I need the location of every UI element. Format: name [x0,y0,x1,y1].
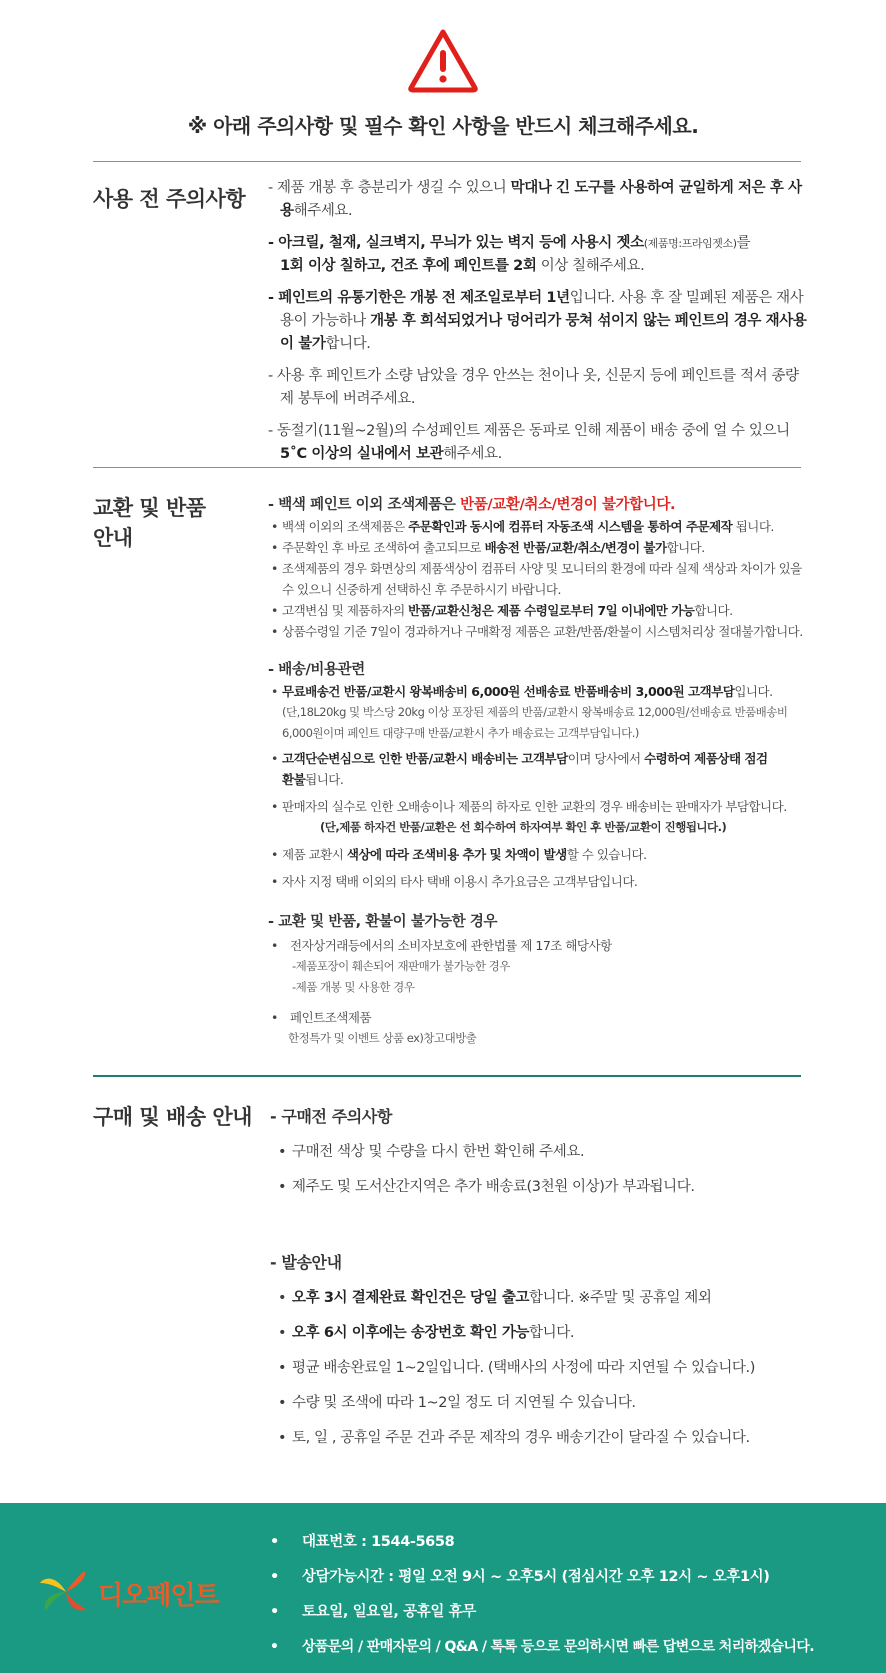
precaution-item: - 사용 후 페인트가 소량 남았을 경우 안쓰는 천이나 옷, 신문지 등에 페인트를 적셔 종량제 봉투에 버려주세요. [268,368,799,407]
footer-hours: • 상담가능시간 : 평일 오전 9시 ~ 오후5시 (점심시간 오후 12시 ~ 오후1시) [270,1560,870,1595]
text-bold: 반품/교환신청은 제품 수령일로부터 7일 이내에만 가능 [408,603,695,618]
exchange-content [268,493,808,1049]
section-title-precautions: 사용 전 주의사항 [93,187,246,211]
list-item: • 토, 일 , 공휴일 주문 건과 주문 제작의 경우 배송기간이 달라질 수 있습니다. [270,1427,810,1449]
list-item: • 상품수령일 기준 7일이 경과하거나 구매확정 제품은 교환/반품/환불이 시스템처리상 절대불가합니다. [268,621,808,642]
logo-text: 디오페인트 [98,1581,219,1611]
title-line: 교환 및 반품 [93,496,206,520]
text-bold: 무료배송건 반품/교환시 왕복배송비 6,000원 선배송료 반품배송비 3,000원 고객부담 [282,684,735,699]
title-line: 안내 [93,526,133,550]
text: 합니다. [694,603,733,618]
text-bold: 수령하여 제품상태 점검 [644,751,768,766]
text: - 제품 개봉 후 층분리가 생길 수 있으니 [268,180,511,196]
divider [93,1075,801,1077]
text-bold: 개봉 후 희석되었거나 덩어리가 뭉쳐 섞이지 않는 페인트의 경우 재사용이 불가 [280,313,807,352]
list-item [268,600,808,621]
text: 합니다. [325,336,371,352]
text-bold: 1회 이상 칠하고, 건조 후에 페인트를 2회 [280,258,537,274]
text: - 동절기(11월~2월)의 수성페인트 제품은 동파로 인해 제품이 배송 중에 얼 수 있으니 [268,423,790,439]
precaution-item [268,232,808,278]
precautions-content [268,177,808,475]
text-bold: 막대나 긴 도구를 사용하여 균일하게 저은 후 사용 [280,180,802,219]
precaution-item [268,287,808,356]
footer-inquiry: • 상품문의 / 판매자문의 / Q&A / 톡톡 등으로 문의하시면 빠른 답변으로 처리하겠습니다. [270,1630,870,1665]
precaution-item [268,177,808,223]
text-bold: 주문확인과 동시에 컴퓨터 자동조색 시스템을 통하여 주문제작 [408,519,733,534]
list-item [268,516,808,537]
subheading: - 구매전 주의사항 [270,1107,392,1126]
list-item [268,537,808,558]
text: 제품 교환시 [282,847,347,862]
note: (단,제품 하자건 반품/교환은 선 회수하여 하자여부 확인 후 반품/교환이 진행됩니다.) [320,820,727,834]
text: 할 수 있습니다. [566,847,647,862]
text: - 백색 페인트 이외 조색제품은 [268,497,461,513]
list-item [268,844,808,865]
warning-icon-wrap [0,28,886,98]
text-bold: 고객단순변심으로 인한 반품/교환시 배송비는 고객부담 [282,751,568,766]
text-bold: 환불 [282,772,306,787]
text-small: (제품명:프라임젯소) [643,237,737,250]
text-red: 반품/교환/취소/변경이 불가합니다. [460,497,676,513]
subheading: - 배송/비용관련 [268,662,365,678]
section-title-exchange [93,493,206,553]
text: 이며 당사에서 [567,751,645,766]
text-bold: 5˚C 이상의 실내에서 보관 [280,446,444,462]
list-item: • 평균 배송완료일 1~2일입니다. (택배사의 사정에 따라 지연될 수 있습니다.) [270,1357,810,1379]
note: -제품포장이 훼손되어 재판매가 불가능한 경우 [292,959,510,973]
note: 6,000원이며 페인트 대량구매 반품/교환시 추가 배송료는 고객부담입니다.) [282,726,639,740]
list-item: • 판매자의 실수로 인한 오배송이나 제품의 하자로 인한 교환의 경우 배송비는 판매자가 부담합니다. [268,796,808,817]
notice-headline: ※ 아래 주의사항 및 필수 확인 사항을 반드시 체크해주세요. [187,114,699,138]
text-bold: 오후 3시 결제완료 확인건은 당일 출고 [292,1290,530,1306]
text: 해주세요. [293,203,353,219]
list-item: • 전자상거래등에서의 소비자보호에 관한법률 제 17조 해당사항 [268,935,808,956]
text-bold: - 아크릴, 철재, 실크벽지, 무늬가 있는 벽지 등에 사용시 젯소 [268,235,644,251]
list-item [268,681,808,702]
list-item [268,748,808,790]
list-item: • 수량 및 조색에 따라 1~2일 정도 더 지연될 수 있습니다. [270,1392,810,1414]
divider [93,161,801,162]
footer-info-list [270,1525,870,1665]
list-item [270,1322,810,1344]
list-item: • 자사 지정 택배 이외의 타사 택배 이용시 추가요금은 고객부담입니다. [268,871,808,892]
footer-holiday: • 토요일, 일요일, 공휴일 휴무 [270,1595,870,1630]
precaution-item [268,420,808,466]
text: 입니다. [734,684,773,699]
text: 됩니다. [305,772,344,787]
text: 합니다. ※주말 및 공휴일 제외 [529,1290,712,1306]
section-title-purchase: 구매 및 배송 안내 [93,1105,252,1129]
text: 해주세요. [443,446,502,462]
text: 이상 칠해주세요. [536,258,645,274]
purchase-content [270,1104,810,1449]
list-item: • 페인트조색제품 [268,1007,808,1028]
text-bold: 오후 6시 이후에는 송장번호 확인 가능 [292,1325,530,1341]
text: 입니다. 사용 후 잘 밀폐된 제품은 재사용이 가능하나 [280,290,804,329]
note: 한정특가 및 이벤트 상품 ex)창고대방출 [288,1031,477,1045]
warning-triangle-icon [407,28,479,94]
text: 됩니다. [732,519,774,534]
brand-logo [38,1569,248,1615]
note: -제품 개봉 및 사용한 경우 [292,980,415,994]
text-bold: - 페인트의 유통기한은 개봉 전 제조일로부터 1년 [268,290,570,306]
note: (단,18L20kg 및 박스당 20kg 이상 포장된 제품의 반품/교환시 왕복배송료 12,000원/선배송료 반품배송비 [282,705,788,719]
footer [0,1503,886,1673]
list-item [270,1287,810,1309]
footer-phone: • 대표번호 : 1544-5658 [270,1525,870,1560]
text: 합니다. [666,540,705,555]
text-bold: 색상에 따라 조색비용 추가 및 차액이 발생 [346,847,567,862]
list-item: • 조색제품의 경우 화면상의 제품색상이 컴퓨터 사양 및 모니터의 환경에 따라 실제 색상과 차이가 있을 수 있으니 신중하게 선택하신 후 주문하시기 바랍니다. [268,558,808,600]
subheading: - 발송안내 [270,1253,342,1272]
list-item: • 구매전 색상 및 수량을 다시 한번 확인해 주세요. [270,1141,810,1163]
logo-mark-icon [38,1569,94,1615]
text: 주문확인 후 바로 조색하여 출고되므로 [282,540,485,555]
text: 합니다. [529,1325,575,1341]
list-item: • 제주도 및 도서산간지역은 추가 배송료(3천원 이상)가 부과됩니다. [270,1176,810,1198]
subheading [268,493,808,514]
subheading: - 교환 및 반품, 환불이 불가능한 경우 [268,914,498,930]
text-bold: 배송전 반품/교환/취소/변경이 불가 [484,540,667,555]
divider [93,467,801,468]
text: 를 [736,235,751,251]
text: 고객변심 및 제품하자의 [282,603,409,618]
text: 백색 이외의 조색제품은 [282,519,409,534]
